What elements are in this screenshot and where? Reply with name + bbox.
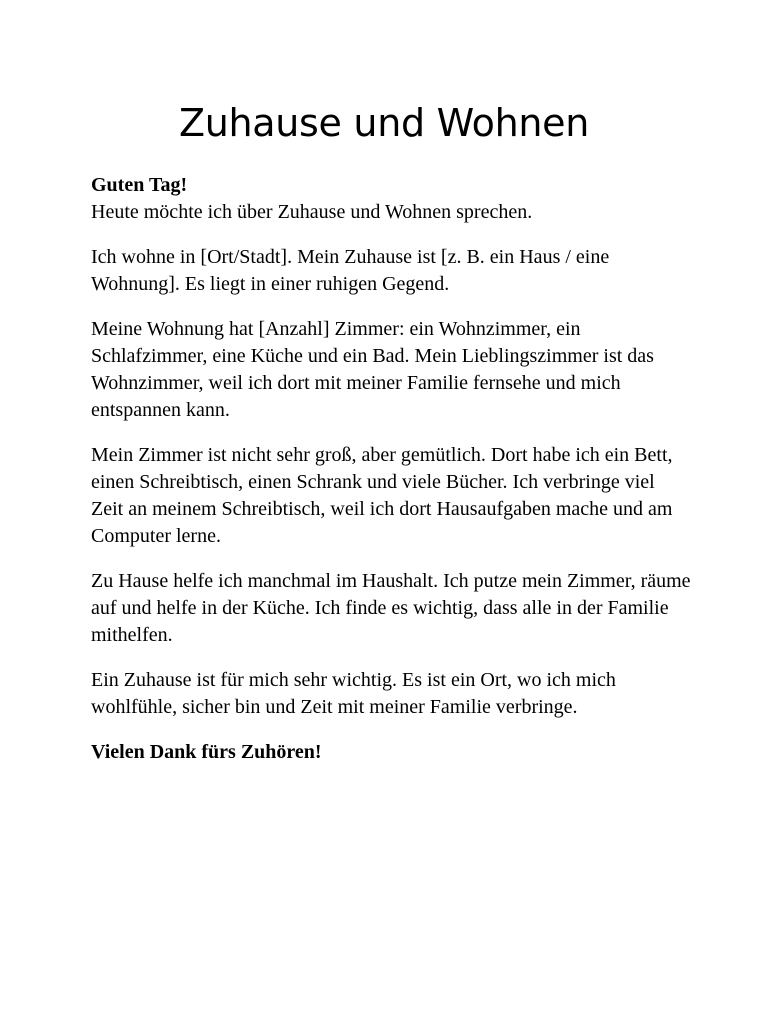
document-body	[91, 172, 691, 784]
paragraph-location: Ich wohne in [Ort/Stadt]. Mein Zuhause ist [z. B. ein Haus / eine Wohnung]. Es liegt in einer ruhigen Gegend.	[91, 246, 610, 295]
opening-paragraph	[91, 172, 691, 226]
paragraph-importance: Ein Zuhause ist für mich sehr wichtig. Es ist ein Ort, wo ich mich wohlfühle, sicher bin und Zeit mit meiner Familie verbringe.	[91, 669, 616, 718]
paragraph-my-room: Mein Zimmer ist nicht sehr groß, aber gemütlich. Dort habe ich ein Bett, einen Schreibtisch, einen Schrank und viele Bücher. Ich verbringe viel Zeit an meinem Schreibtisch, weil ich dort Hausaufgaben mache und am Computer lerne.	[91, 444, 673, 547]
paragraph-rooms: Meine Wohnung hat [Anzahl] Zimmer: ein Wohnzimmer, ein Schlafzimmer, eine Küche und ein Bad. Mein Lieblingszimmer ist das Wohnzimmer, weil ich dort mit meiner Familie fernsehe und mich entspannen kann.	[91, 318, 654, 421]
closing-line: Vielen Dank fürs Zuhören!	[91, 741, 322, 763]
intro-sentence: Heute möchte ich über Zuhause und Wohnen sprechen.	[91, 201, 533, 223]
greeting: Guten Tag!	[91, 174, 188, 196]
paragraph-household: Zu Hause helfe ich manchmal im Haushalt. Ich putze mein Zimmer, räume auf und helfe in der Küche. Ich finde es wichtig, dass alle in der Familie mithelfen.	[91, 570, 691, 646]
document-title: Zuhause und Wohnen	[178, 101, 590, 145]
